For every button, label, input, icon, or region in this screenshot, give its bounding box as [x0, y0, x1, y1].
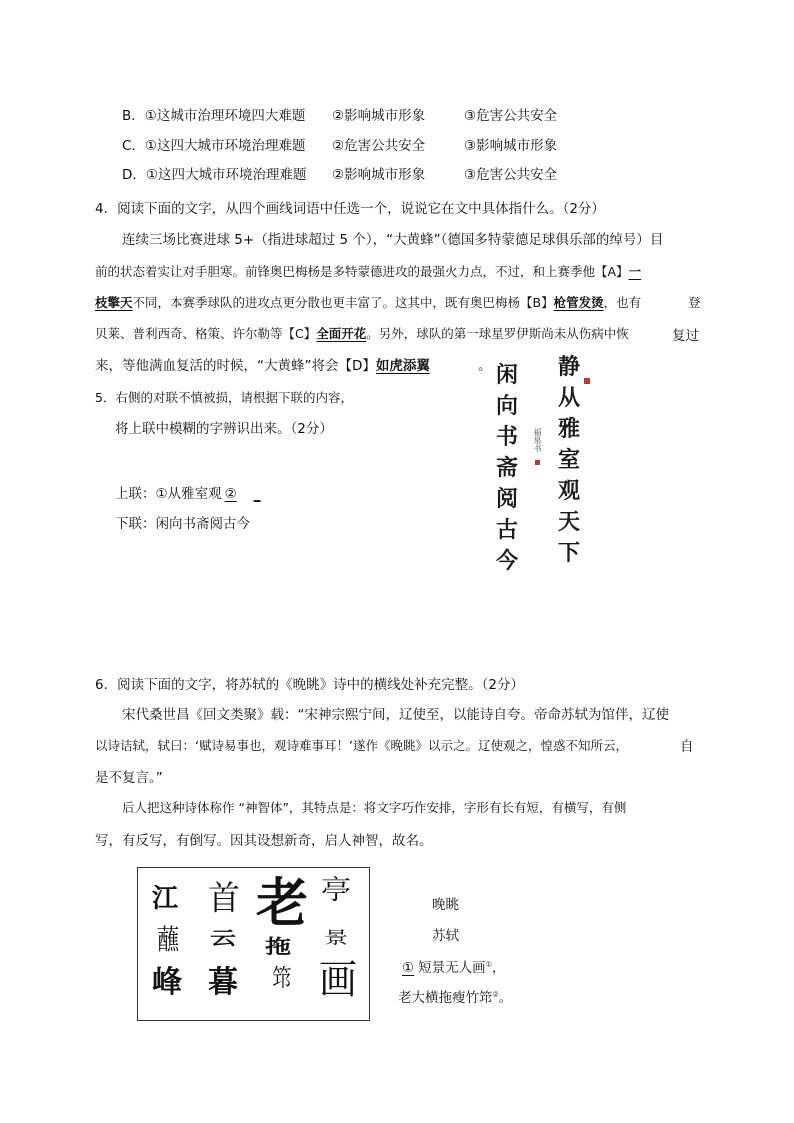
poem-char: 云: [210, 928, 237, 950]
q5-stem-2: 将上联中模糊的字辨识出来。（2分）: [115, 421, 333, 437]
q4-line3-far: 登: [688, 295, 701, 310]
q4-line2: [95, 262, 641, 280]
poem-char: 峰: [152, 965, 182, 1000]
q6-p1-line2-far: 自: [680, 739, 694, 755]
q5-stem-1: 5．右侧的对联不慎被损，请根据下联的内容，: [95, 390, 353, 405]
option-d: [122, 163, 558, 183]
couplet-char: 观: [558, 478, 581, 504]
q4-line2-text: 前的状态着实让对手胆寒。前锋奥巴梅杨是多特蒙德进攻的最强火力点，不过，和上赛季他【A】: [95, 264, 629, 279]
couplet-char: 向: [496, 393, 519, 419]
poem-char: 江: [152, 884, 179, 914]
couplet-char: 室: [558, 447, 581, 473]
couplet-char: 从: [558, 385, 581, 411]
q4-stem: 4．阅读下面的文字，从四个画线词语中任选一个，说说它在文中具体指什么。（2分）: [95, 201, 605, 217]
q4-line4-b: 。另外，球队的第一球星罗伊斯尚未从伤病中恢: [366, 326, 629, 341]
poem-char: 拖: [265, 935, 292, 959]
couplet-right-column: [558, 352, 580, 569]
term-d: 如虎添翼: [375, 358, 430, 374]
q4-line4-far: 复过: [672, 328, 699, 344]
poem-line2-end: 。: [498, 990, 513, 1006]
option-d-part3: ③危害公共安全: [464, 167, 558, 183]
couplet-char: 今: [496, 548, 519, 574]
poem-blank: ①: [402, 960, 415, 976]
q6-stem: 6．阅读下面的文字，将苏轼的《晚眺》诗中的横线处补充完整。（2分）: [95, 677, 524, 693]
poem-char: 景: [324, 928, 348, 948]
footnote-1: ①: [485, 960, 492, 969]
couplet-char: 阅: [496, 486, 519, 512]
poem-char: 首: [208, 878, 241, 918]
option-d-label: D．①这四大城市环境治理难题: [122, 167, 307, 183]
poem-line2-text: 老大横拖瘦竹筇: [398, 990, 493, 1006]
poem-line1-rest: 短景无人画: [418, 960, 486, 976]
q6-p1-line3: 是不复言。”: [95, 770, 163, 786]
poem-char: 老: [256, 873, 309, 934]
couplet-left-column: [496, 360, 518, 577]
q4-line4: [95, 324, 629, 342]
q4-line3-text: 不同，本赛季球队的进攻点更分散也更丰富了。这其中，既有奥巴梅杨【B】: [132, 295, 554, 310]
seal-mark: [584, 378, 590, 384]
poem-char: 暮: [208, 965, 238, 1000]
q4-line4-a: 贝莱、普利西奇、格策、许尔勒等【C】: [95, 326, 317, 341]
term-c: 全面开花: [316, 326, 367, 341]
option-b-label: B．①这城市治理环境四大难题: [122, 108, 306, 124]
couplet-image: [492, 352, 596, 574]
poem-char: 亭: [321, 874, 351, 907]
poem-author: 苏轼: [432, 928, 459, 944]
q6-p1-line2: 以诗诘轼，轼曰：‘赋诗易事也，观诗难事耳！’遂作《晚眺》以示之。辽使观之，惶惑不知所云，: [95, 738, 628, 753]
q4-line5-end: 。: [478, 358, 492, 374]
couplet-char: 闲: [496, 362, 519, 388]
q5-upper-couplet: [115, 482, 260, 502]
poem-line1-end: ，: [491, 960, 506, 976]
couplet-char: 斋: [496, 455, 519, 481]
upper-prefix: 上联：①从雅室观: [115, 486, 222, 502]
couplet-char: 雅: [558, 416, 581, 442]
couplet-char: 静: [558, 354, 581, 380]
q4-line5-a: 来，等他满血复活的时候，“大黄蜂”将会【D】: [95, 358, 376, 374]
poem-line-1: [398, 956, 505, 976]
couplet-char: 下: [558, 540, 581, 566]
option-d-part2: ②影响城市形象: [332, 167, 426, 183]
shenzhi-poem-image: [137, 867, 370, 1021]
term-b: 枪管发烫: [553, 295, 604, 310]
q6-p2-line2: 写，有反写，有倒写。因其设想新奇，启人神智，故名。: [95, 833, 433, 849]
couplet-char: 书: [496, 424, 519, 450]
footnote-2: ②: [492, 990, 499, 999]
couplet-char: 古: [496, 517, 519, 543]
poem-char: 筇: [272, 964, 292, 992]
seal-mark: [535, 460, 540, 465]
term-a-head: 枝擎天: [95, 295, 133, 310]
q4-line3: [95, 293, 641, 311]
q6-p2-line1: 后人把这种诗体称作 “神智体”，其特点是：将文字巧作安排，字形有长有短，有横写，有侧: [122, 800, 627, 815]
q5-lower-couplet: 下联：闲向书斋阅古今: [115, 516, 250, 532]
q6-p1-line1: 宋代桑世昌《回文类聚》载：“宋神宗熙宁间，辽使至，以能诗自夸。帝命苏轼为馆伴，辽使: [122, 707, 669, 723]
option-b-part2: ②影响城市形象: [332, 108, 426, 124]
option-b-part3: ③危害公共安全: [464, 108, 558, 124]
poem-char: 蘸: [156, 923, 180, 956]
option-c-part2: ②危害公共安全: [332, 138, 426, 154]
q4-line5: [95, 354, 430, 374]
option-b: [122, 104, 558, 124]
poem-char: 画: [319, 957, 357, 1003]
option-c-part3: ③影响城市形象: [464, 138, 558, 154]
couplet-char: 天: [558, 509, 581, 535]
term-a-tail: 一: [628, 264, 642, 279]
q4-line1: 连续三场比赛进球 5+（指进球超过 5 个），“大黄蜂”（德国多特蒙德足球俱乐部的绰号）目: [122, 232, 664, 248]
poem-line-2: [398, 986, 512, 1006]
poem-title: 晚眺: [432, 897, 459, 913]
couplet-signature: 福泉书: [533, 428, 542, 452]
upper-blank: ②: [224, 486, 237, 502]
option-c: [122, 134, 558, 154]
option-c-label: C．①这四大城市环境治理难题: [122, 138, 306, 154]
upper-tail: _: [253, 486, 261, 502]
q4-line3-end: ，也有: [603, 295, 642, 310]
